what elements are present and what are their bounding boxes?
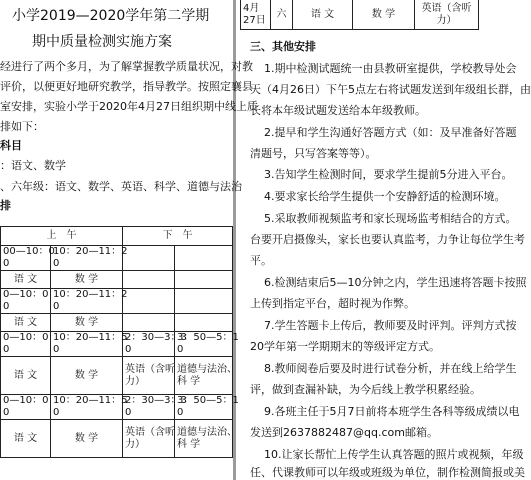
section-subjects-heading: 科目 xyxy=(0,139,22,152)
body-line: 上传到指定平台，超时视为作弊。 xyxy=(250,297,415,310)
subject-cell: 英语（含听 力） xyxy=(415,0,479,30)
time-cell: 0—10：0 0 xyxy=(1,395,51,420)
time-cell: 3：50—5：1 0 xyxy=(175,332,233,357)
empty-cell xyxy=(123,314,175,332)
body-line: 1.期中检测试题统一由县教研室提供，学校教导处会 xyxy=(264,62,517,75)
right-document-page xyxy=(236,0,531,480)
body-line: 4.要求家长给学生提供一个安静舒适的检测环境。 xyxy=(264,190,506,203)
time-cell: 10：20—11：5 0 xyxy=(51,395,123,420)
empty-cell xyxy=(175,271,233,289)
exam-schedule-table xyxy=(0,226,239,458)
body-line: 长将本年级试题发送给本年级教师。 xyxy=(250,104,426,117)
time-cell: 3：50—5：1 0 xyxy=(175,395,233,420)
time-cell: 10：20—11：5 0 xyxy=(51,332,123,357)
body-line: 20学年第一学期期末的等级评定方式。 xyxy=(250,340,440,353)
doc-title-line1: 小学2019—2020学年第二学期 xyxy=(12,8,210,24)
subject-cell: 语 文 xyxy=(1,314,51,332)
subject-cell: 语 文 xyxy=(1,420,51,458)
body-line: 2.提早和学生沟通好答题方式（如：及早准备好答题 xyxy=(264,126,517,139)
subject-cell: 语 文 xyxy=(1,271,51,289)
subjects-line: 、六年级：语文、数学、英语、科学、道德与法治 xyxy=(0,180,242,193)
header-afternoon: 下 午 xyxy=(123,227,233,246)
empty-cell xyxy=(123,289,175,314)
time-cell: 00—10：0 0 xyxy=(1,246,51,271)
time-cell: 0—10：0 0 xyxy=(1,332,51,357)
subject-cell: 数 学 xyxy=(51,314,123,332)
doc-title-line2: 期中质量检测实施方案 xyxy=(32,34,172,50)
body-line: 7.学生答题卡上传后，教师要及时评判。评判方式按 xyxy=(264,319,517,332)
body-line: 评，做到查漏补缺，为今后线上教学积累经验。 xyxy=(250,383,481,396)
subject-cell: 语 文 xyxy=(1,357,51,395)
body-line: 任、代课教师可以年级或班级为单位，制作检测简报或美 xyxy=(250,466,525,479)
empty-cell xyxy=(123,271,175,289)
body-line: 平。 xyxy=(250,254,272,267)
section-schedule-heading: 排 xyxy=(0,199,11,212)
grade-cell: 六 xyxy=(271,0,293,30)
body-line: 3.告知学生检测时间，要求学生提前5分进入平台。 xyxy=(264,168,513,181)
body-line: 天（4月26日）下午5点左右将试题发送到年级组长群，由 xyxy=(250,83,531,96)
subjects-line: ：语文、数学 xyxy=(0,159,66,172)
date-cell: 4月 27日 xyxy=(241,0,271,30)
body-line: 10.让家长帮忙上传学生认真答题的照片或视频，年级 xyxy=(264,448,524,461)
body-line: 6.检测结束后5—10分钟之内，学生迅速将答题卡按照 xyxy=(264,276,527,289)
subject-cell: 道德与法治、 科 学 xyxy=(175,420,233,458)
body-line: 9.各班主任于5月7日前将本班学生各科等级成绩以电 xyxy=(264,405,520,418)
time-cell: 0—10：0 0 xyxy=(1,289,51,314)
intro-line: 经进行了两个多月，为了解掌握教学质量状况，对教 xyxy=(0,60,253,73)
intro-line: 排如下： xyxy=(0,120,44,133)
section-other-heading: 三、其他安排 xyxy=(250,40,316,53)
time-cell: 2：30—3：3 0 xyxy=(123,395,175,420)
body-line: 台要开启摄像头，家长也要认真监考，力争让每位学生考 xyxy=(250,233,525,246)
intro-line: 室安排，实验小学于2020年4月27日组织期中线上质 xyxy=(0,100,258,113)
subject-cell: 数 学 xyxy=(353,0,415,30)
empty-cell xyxy=(123,246,175,271)
body-line: 8.教师阅卷后要及时进行试卷分析，并在线上给学生 xyxy=(264,362,517,375)
subject-cell: 道德与法治、 科 学 xyxy=(175,357,233,395)
subject-cell: 数 学 xyxy=(51,420,123,458)
subject-cell: 数 学 xyxy=(51,357,123,395)
body-line: 发送到2637882487@qq.com邮箱。 xyxy=(250,426,438,439)
subject-cell: 语 文 xyxy=(293,0,353,30)
empty-cell xyxy=(175,314,233,332)
time-cell: 10：20—11：2 0 xyxy=(51,246,123,271)
time-cell: 10：20—11：2 0 xyxy=(51,289,123,314)
empty-cell xyxy=(175,289,233,314)
subject-cell: 英语（含听 力） xyxy=(123,357,175,395)
time-cell: 2：30—3：3 0 xyxy=(123,332,175,357)
body-line: 清题号，只写答案等等）。 xyxy=(250,147,377,160)
schedule-table-continued xyxy=(240,0,479,30)
subject-cell: 英语（含听 力） xyxy=(123,420,175,458)
empty-cell xyxy=(175,246,233,271)
intro-line: 评价，以便更好地研究教学，指导教学。按照定襄县 xyxy=(0,80,253,93)
body-line: 5.采取教师视频监考和家长现场监考相结合的方式。 xyxy=(264,212,517,225)
subject-cell: 数 学 xyxy=(51,271,123,289)
header-morning: 上 午 xyxy=(1,227,123,246)
left-document-page xyxy=(0,0,258,480)
